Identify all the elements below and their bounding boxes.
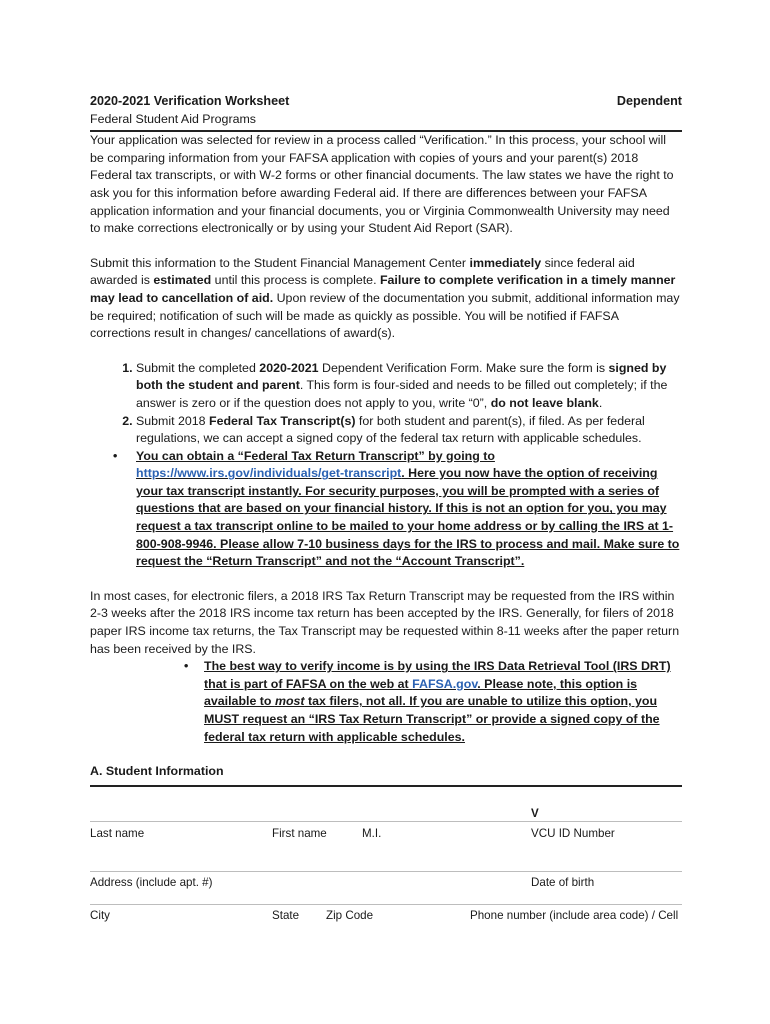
zip-label: Zip Code <box>326 908 374 922</box>
transcript-bullet: • You can obtain a “Federal Tax Return Transcript” by going to https://www.irs.gov/individuals/get-transcript. Here you now have the option of receiving your tax transcript instantly. For security purposes, you will be prompted with a series of questions that are based on your financial history. If this is not an option for you, you may request a tax transcript online to be mailed to your home address or by calling the IRS at 1-800-908-9946. Please allow 7-10 business days for the IRS to process and mail. Make sure to request the “Return Transcript” and not the “Account Transcript”. <box>90 448 682 571</box>
instruction-item-2: 2. Submit 2018 Federal Tax Transcript(s) for both student and parent(s), if filed. As per federal regulations, we can accept a signed copy of the federal tax return with applicable schedules. <box>136 413 682 448</box>
vcu-id-prefix: V <box>531 806 539 820</box>
efilers-paragraph: In most cases, for electronic filers, a 2018 IRS Tax Return Transcript may be requested from the IRS within 2-3 weeks after the 2018 IRS income tax return has been accepted by the IRS. Generally, for filers of 2018 paper IRS income tax returns, the Tax Transcript may be requested within 8-11 weeks after the paper return has been received by the IRS. <box>90 588 680 656</box>
irs-transcript-link[interactable]: https://www.irs.gov/individuals/get-transcript <box>136 466 402 481</box>
city-label: City <box>90 908 110 922</box>
vcu-id-label: VCU ID Number <box>531 826 615 840</box>
state-label: State <box>272 908 300 922</box>
instruction-item-1: 1. Submit the completed 2020-2021 Dependent Verification Form. Make sure the form is signed by both the student and parent. This form is four-sided and needs to be filled out completely; if the answer is zero or if the question does not apply to you, write “0”, do not leave blank. <box>136 360 682 413</box>
worksheet-subtitle: Federal Student Aid Programs <box>90 111 256 126</box>
dob-label: Date of birth <box>531 875 595 889</box>
worksheet-title: 2020-2021 Verification Worksheet <box>90 94 290 108</box>
transcript-bullet-list <box>90 448 682 571</box>
first-name-label: First name <box>272 826 327 840</box>
address-line[interactable] <box>90 871 682 872</box>
drt-bullet: • The best way to verify income is by using the IRS Data Retrieval Tool (IRS DRT) that is part of FAFSA on the web at FAFSA.gov. Please note, this option is available to most tax filers, not all. If you are unable to utilize this option, you MUST request an “IRS Tax Return Transcript” or provide a signed copy of the federal tax return with applicable schedules. <box>90 658 682 746</box>
mi-label: M.I. <box>362 826 382 840</box>
header <box>90 93 682 111</box>
drt-bullet-list <box>90 658 682 746</box>
city-line[interactable] <box>90 904 682 905</box>
name-line[interactable] <box>90 821 682 822</box>
worksheet-type: Dependent <box>616 94 682 108</box>
submit-paragraph: Submit this information to the Student Financial Management Center immediately since federal aid awarded is estimated until this process is complete. Failure to complete verification in a timely manner may lead to cancellation of aid. Upon review of the documentation you submit, additional information may be required; notification of such will be made as quickly as possible. You will be notified if FAFSA corrections result in changes/ cancellations of award(s). <box>90 255 680 341</box>
intro-paragraph: Your application was selected for review in a process called “Verification.” In this process, your school will be comparing information from your FAFSA application with copies of yours and your parent(s) 2018 Federal tax transcripts, or with W-2 forms or other financial documents. The law states we have the right to ask you for this information before awarding Federal aid. If there are differences between your FAFSA application information and your financial documents, you or Virginia Commonwealth University may need to make corrections electronically or by using your Student Aid Report (SAR). <box>90 133 674 236</box>
fafsa-link[interactable]: FAFSA.gov <box>412 676 478 691</box>
worksheet-page <box>90 93 682 937</box>
phone-label: Phone number (include area code) / Cell <box>470 908 679 922</box>
student-info-heading: A. Student Information <box>90 764 224 779</box>
address-label: Address (include apt. #) <box>90 875 213 889</box>
last-name-label: Last name <box>90 826 145 840</box>
instructions-list <box>90 360 682 448</box>
student-info-fields <box>90 787 682 937</box>
